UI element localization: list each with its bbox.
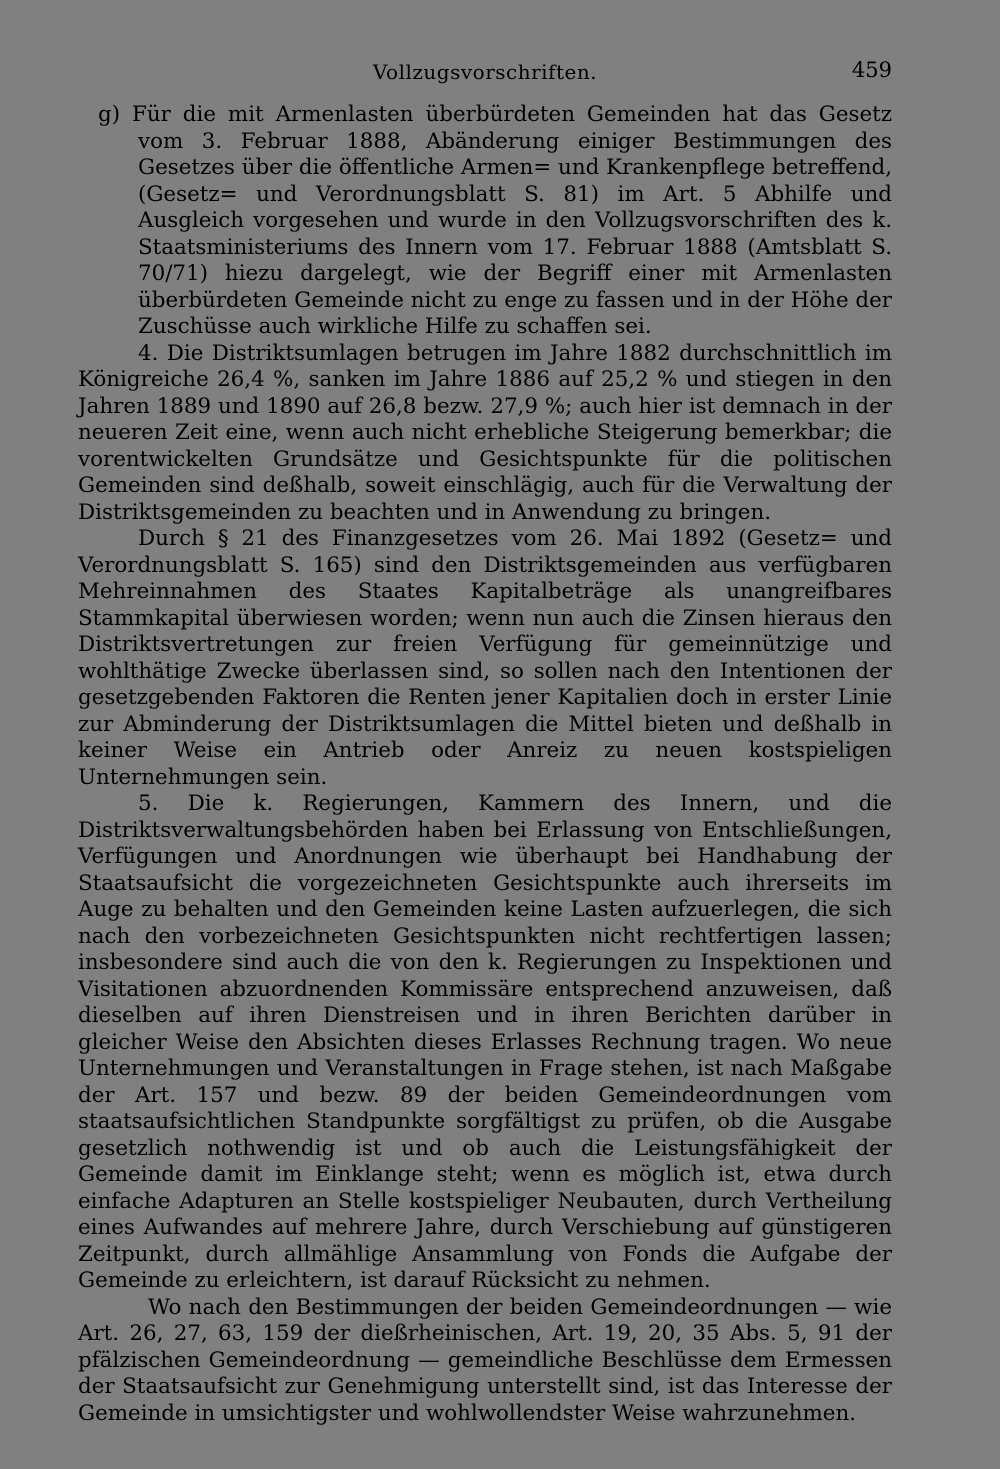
paragraph-4: 4. Die Distriktsumlagen betrugen im Jahre 1882 durchschnittlich im Königreiche 26,4 %, sanken im Jahre 1886 auf 25,2 % und stiegen in den Jahren 1889 und 1890 auf 26,8 bezw. 27,9 %; auch hier ist demnach in der neueren Zeit eine, wenn auch nicht erhebliche Steigerung bemerkbar; die vorentwickelten Grundsätze und Gesichtspunkte für die politischen Gemeinden sind deßhalb, soweit einschlägig, auch für die Verwaltung der Distriktsgemeinden zu beachten und in Anwendung zu bringen. xyxy=(78,340,892,525)
paragraph-gemeindeordnungen: Wo nach den Bestimmungen der beiden Gemeindeordnungen — wie Art. 26, 27, 63, 159 der dießrheinischen, Art. 19, 20, 35 Abs. 5, 91 der pfälzischen Gemeindeordnung — gemeindliche Beschlüsse dem Ermessen der Staatsaufsicht zur Genehmigung unterstellt sind, ist das Interesse der Gemeinde in umsichtigster und wohlwollendster Weise wahrzunehmen. xyxy=(78,1294,892,1426)
running-title: Vollzugsvorschriften. xyxy=(372,60,598,84)
paragraph-g: g) Für die mit Armenlasten überbürdeten Gemeinden hat das Gesetz vom 3. Februar 1888, Abänderung einiger Bestimmungen des Gesetzes über die öffentliche Armen= und Krankenpflege betreffend, (Gesetz= und Verordnungsblatt S. 81) im Art. 5 Abhilfe und Ausgleich vorgesehen und wurde in den Vollzugsvorschriften des k. Staatsministeriums des Innern vom 17. Februar 1888 (Amtsblatt S. 70/71) hiezu dargelegt, wie der Begriff einer mit Armenlasten überbürdeten Gemeinde nicht zu enge zu fassen und in der Höhe der Zuschüsse auch wirkliche Hilfe zu schaffen sei. xyxy=(98,102,892,339)
running-header xyxy=(78,52,892,92)
paragraph-5: 5. Die k. Regierungen, Kammern des Innern, und die Distriktsverwaltungsbehörden haben bei Erlassung von Entschließungen, Verfügungen und Anordnungen wie überhaupt bei Handhabung der Staatsaufsicht die vorgezeichneten Gesichtspunkte auch ihrerseits im Auge zu behalten und den Gemeinden keine Lasten aufzuerlegen, die sich nach den vorbezeichneten Gesichtspunkten nicht rechtfertigen lassen; insbesondere sind auch die von den k. Regierungen zu Inspektionen und Visitationen abzuordnenden Kommissäre entsprechend anzuweisen, daß dieselben auf ihren Dienstreisen und in ihren Berichten darüber in gleicher Weise den Absichten dieses Erlasses Rechnung tragen. Wo neue Unternehmungen und Veranstaltungen in Frage stehen, ist nach Maßgabe der Art. 157 und bezw. 89 der beiden Gemeindeordnungen vom staatsaufsichtlichen Standpunkte sorgfältigst zu prüfen, ob die Ausgabe gesetzlich nothwendig ist und ob auch die Leistungsfähigkeit der Gemeinde damit im Einklange steht; wenn es möglich ist, etwa durch einfache Adapturen an Stelle kostspieliger Neubauten, durch Vertheilung eines Aufwandes auf mehrere Jahre, durch Verschiebung auf günstigeren Zeitpunkt, durch allmählige Ansammlung von Fonds die Aufgabe der Gemeinde zu erleichtern, ist darauf Rücksicht zu nehmen. xyxy=(78,791,892,1293)
paragraph-finanzgesetz: Durch § 21 des Finanzgesetzes vom 26. Mai 1892 (Gesetz= und Verordnungsblatt S. 165) sind den Distriktsgemeinden aus verfügbaren Mehreinnahmen des Staates Kapitalbeträge als unangreifbares Stammkapital überwiesen worden; wenn nun auch die Zinsen hieraus den Distriktsvertretungen zur freien Verfügung für gemeinnützige und wohlthätige Zwecke überlassen sind, so sollen nach den Intentionen der gesetzgebenden Faktoren die Renten jener Kapitalien doch in erster Linie zur Abminderung der Distriktsumlagen die Mittel bieten und deßhalb in keiner Weise ein Antrieb oder Anreiz zu neuen kostspieligen Unternehmungen sein. xyxy=(78,526,892,790)
body-text xyxy=(78,102,892,1427)
page-number: 459 xyxy=(851,58,892,82)
